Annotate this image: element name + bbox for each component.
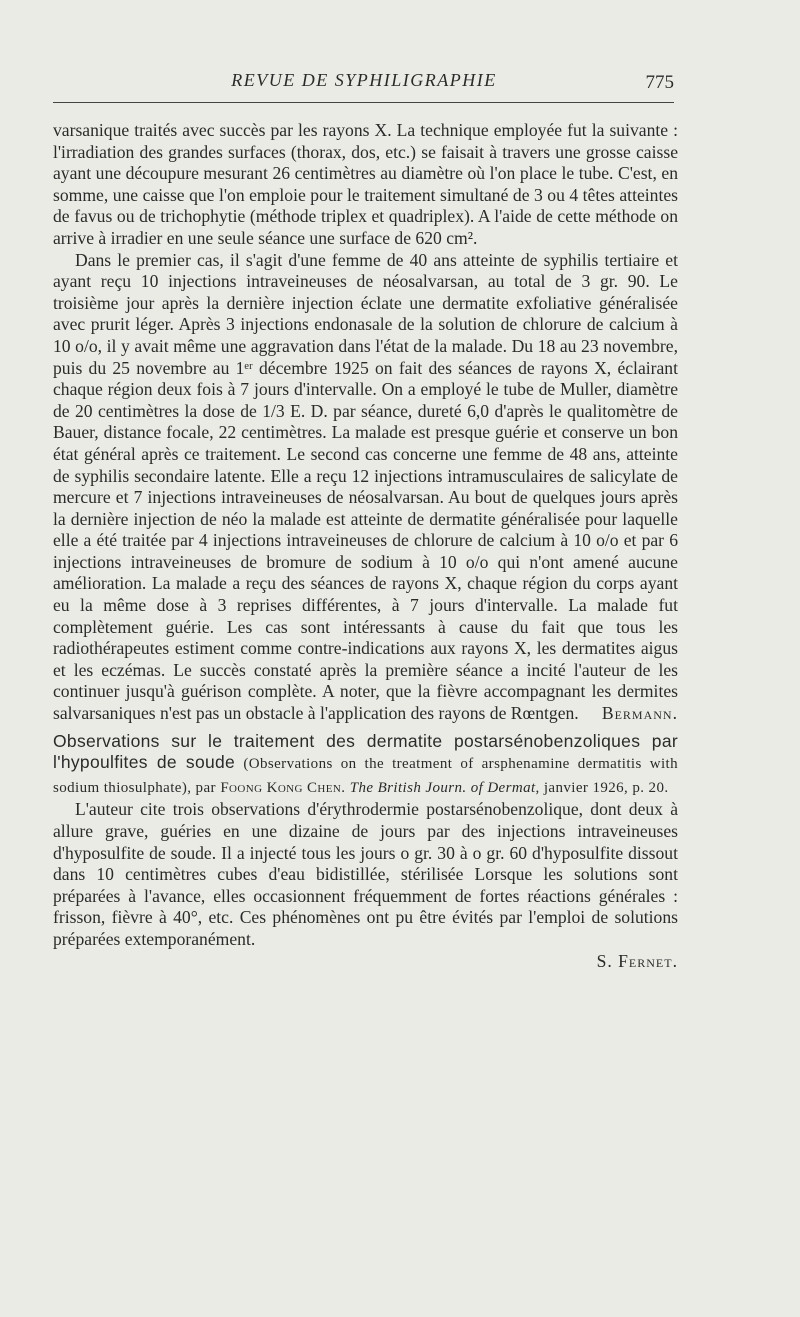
article2-ref-journal: The British Journ. of Dermat [349, 779, 536, 796]
article2-signature-line [53, 951, 678, 973]
article1-paragraph2-text: Dans le premier cas, il s'agit d'une femme de 40 ans atteinte de syphilis tertiaire et ayant reçu 10 injections intraveineuses de néosalvarsan, au total de 3 gr. 90. Le troisième jour après la dernière injection éclate une dermatite exfoliative généralisée avec prurit léger. Après 3 injections endonasale de la solution de chlorure de calcium à 10 o/o, il y avait même une aggravation dans l'état de la malade. Du 18 au 23 novembre, puis du 25 novembre au 1ᵉʳ décembre 1925 on fait des séances de rayons X, éclairant chaque région deux fois à 7 jours d'intervalle. On a employé le tube de Muller, diamètre de 20 centimètres la dose de 1/3 E. D. par séance, dureté 6,0 d'après le qualitomètre de Bauer, distance focale, 22 centimètres. La malade est presque guérie et conserve un bon état général après ce traitement. Le second cas concerne une femme de 48 ans, atteinte de syphilis secondaire latente. Elle a reçu 12 injections intramusculaires de salicylate de mercure et 7 injections intraveineuses de néosalvarsan. Au bout de quelques jours après la dernière injection de néo la malade est atteinte de dermatite généralisée pour laquelle elle a été traitée par 4 injections intraveineuses de chlorure de calcium à 10 o/o et par 6 injections intraveineuses de bromure de sodium à 10 o/o qui n'ont amené aucune amélioration. La malade a reçu des séances de rayons X, chaque région du corps ayant eu la même dose à 3 reprises différentes, à 7 jours d'intervalle. La malade fut complètement guérie. Les cas sont intéressants à cause du fait que tous les radiothérapeutes estiment comme contre-indications aux rayons X, les dermatites aigus et les eczémas. Le succès constaté après la première séance a incité l'auteur de les continuer jusqu'à guérison complète. A noter, que la fièvre accompagnant les dermites salvarsaniques n'est pas un obstacle à l'application des rayons de Rœntgen. [53, 249, 678, 724]
article2-paragraph1: L'auteur cite trois observations d'érythrodermie postarsénobenzolique, dont deux à allure grave, guéries en une dizaine de jours par des injections intraveineuses d'hyposulfite de soude. Il a injecté tous les jours o gr. 30 à o gr. 60 d'hyposulfite dissout dans 10 centimètres cubes d'eau bidistillée, stérilisée Lorsque les solutions sont préparées à l'avance, elles occasionnent fréquemment de fortes réactions générales : frisson, fièvre à 40°, etc. Ces phénomènes ont pu être évités par l'emploi de solutions préparées extemporanément. [53, 799, 678, 949]
article2-title: Observations sur le traitement des dermatite postarsénobenzoliques par l'hypoulfites de soude [53, 730, 678, 773]
article1-paragraph1: varsanique traités avec succès par les rayons X. La technique employée fut la suivante : l'irradiation des grandes surfaces (thorax, dos, etc.) se faisait à travers une grosse caisse ayant une découpure mesurant 26 centimètres au diamètre où l'on place le tube. C'est, en somme, une caisse que l'on emploie pour le traitement simultané de 3 ou 4 têtes atteintes de favus ou de trichophytie (méthode triplex et quadriplex). A l'aide de cette méthode on arrive à irradier en une seule séance une surface de 620 cm². [53, 120, 678, 248]
article2-signature: S. Fernet. [596, 950, 678, 971]
page-number: 775 [645, 72, 674, 93]
article1-paragraph2 [53, 250, 678, 725]
running-title: REVUE DE SYPHILIGRAPHIE [231, 70, 497, 90]
article2-ref-date: , janvier 1926, p. 20. [535, 779, 669, 796]
article1-signature: Bermann. [601, 703, 678, 724]
header-rule [53, 102, 674, 103]
body-text [53, 120, 678, 972]
article2-ref-english: (Observations on the treatment of arsphenamine dermatitis with sodium thiosulphate), par [53, 756, 678, 796]
article2-ref-author: Foong Kong Chen. [220, 779, 346, 796]
article2-heading [53, 731, 678, 800]
